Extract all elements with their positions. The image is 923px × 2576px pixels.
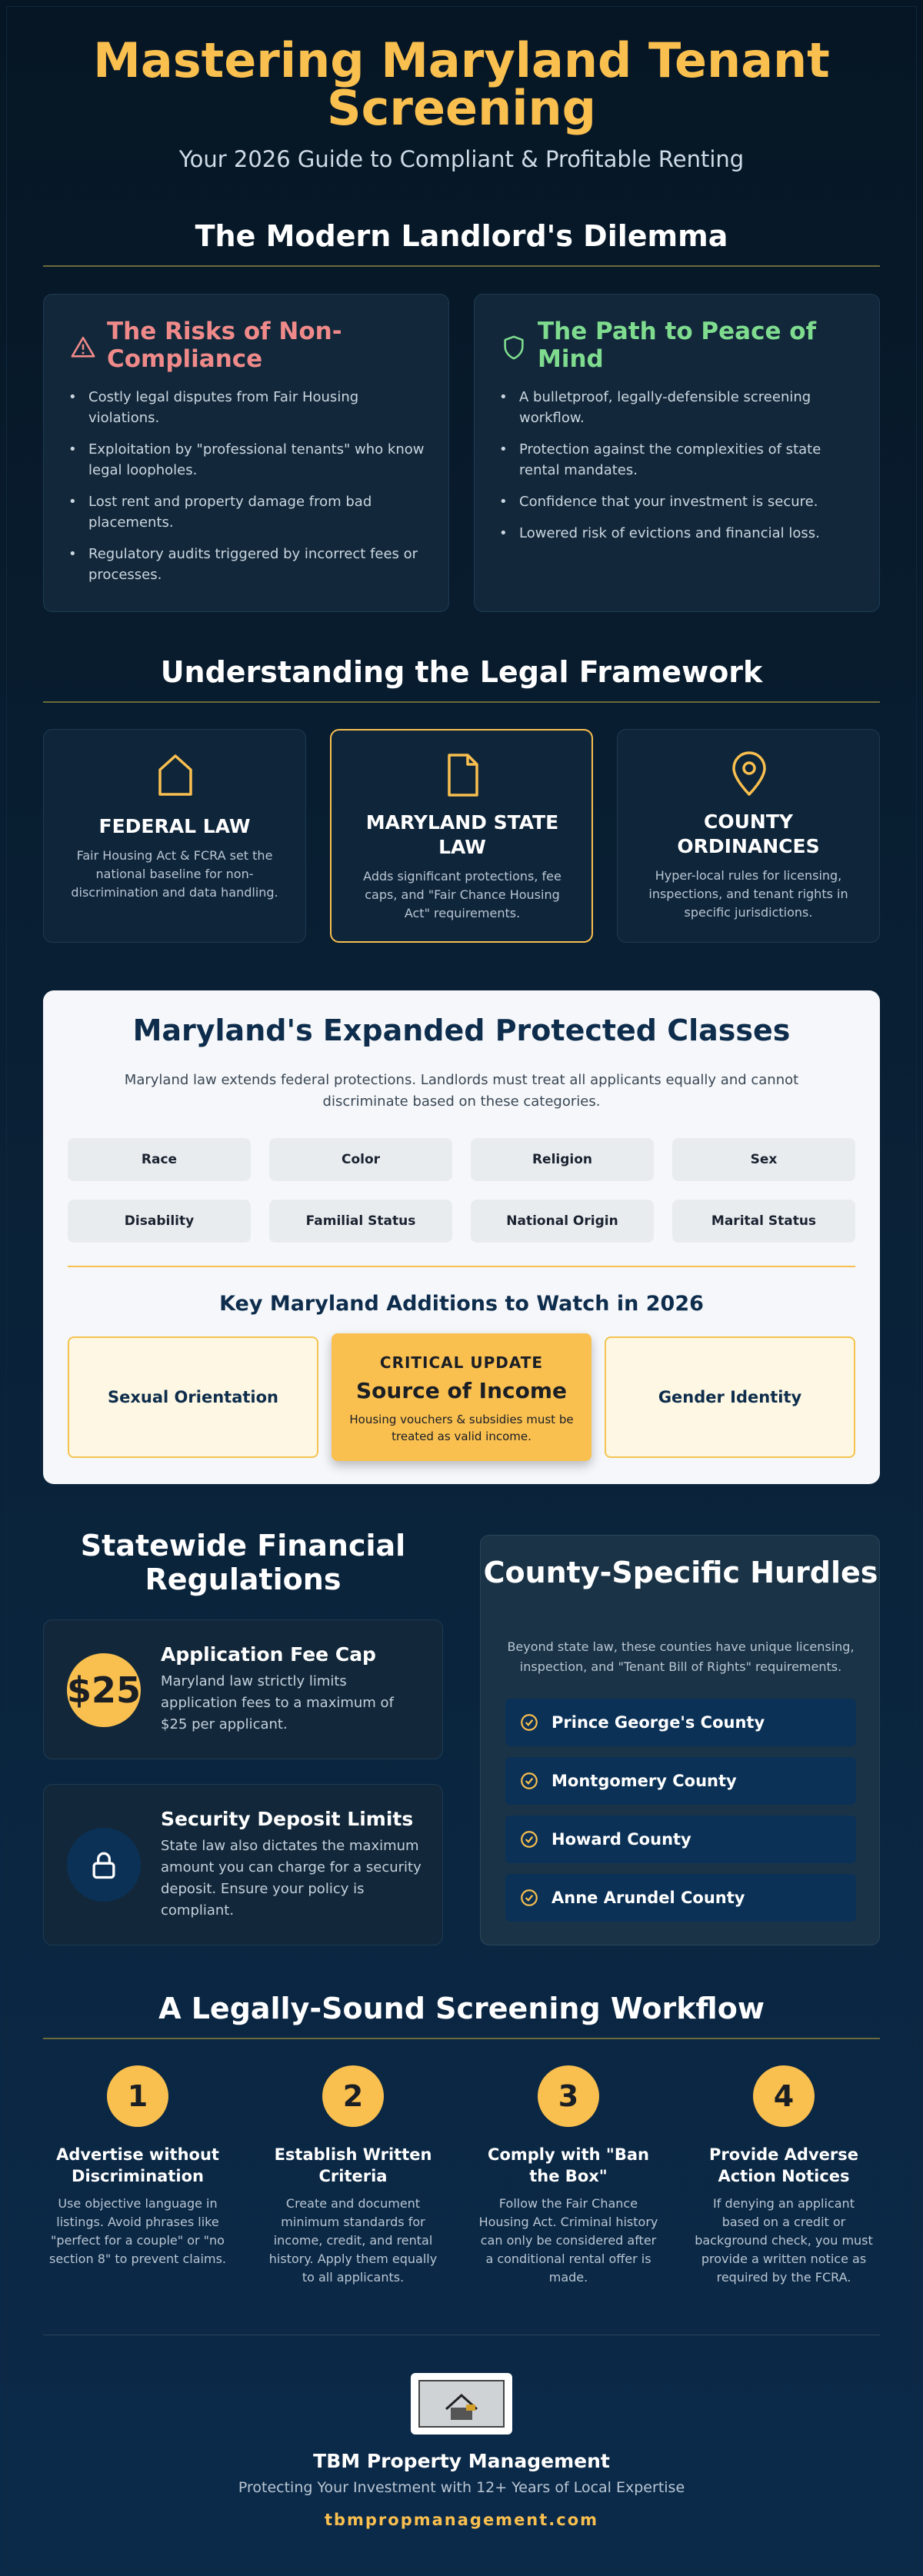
path-list xyxy=(499,387,861,554)
list-item: • Lost rent and property damage from bad placements. xyxy=(68,491,430,533)
list-item: • Costly legal disputes from Fair Housing violations. xyxy=(68,387,430,428)
card-title: COUNTY ORDINANCES xyxy=(677,810,820,857)
class-chip: Disability xyxy=(68,1200,251,1243)
workflow-step-2 xyxy=(252,2065,454,2287)
house-icon xyxy=(155,751,195,797)
lock-icon xyxy=(87,1848,121,1882)
check-circle-icon xyxy=(519,1771,539,1791)
card-desc: Hyper-local rules for licensing, inspections, and tenant rights in specific jurisdictions. xyxy=(648,868,848,920)
step-title: Establish Written Criteria xyxy=(274,2145,432,2185)
critical-desc: Housing vouchers & subsidies must be treated as valid income. xyxy=(349,1413,574,1443)
county-name: Anne Arundel County xyxy=(551,1889,745,1907)
page-title: Mastering Maryland Tenant Screening xyxy=(93,32,830,136)
path-title: The Path to Peace of Mind xyxy=(538,318,817,373)
company-name: TBM Property Management xyxy=(313,2450,610,2472)
step-desc: Use objective language in listings. Avoid phrases like "perfect for a couple" or "no section 8" to prevent claims. xyxy=(48,2196,227,2266)
lock-badge xyxy=(67,1828,141,1902)
protected-heading: Maryland's Expanded Protected Classes xyxy=(132,1013,791,1047)
list-item: • Exploitation by "professional tenants" who know legal loopholes. xyxy=(68,439,430,481)
county-ordinances-card xyxy=(617,729,880,943)
fee-badge xyxy=(67,1653,141,1727)
financial-heading: Statewide Financial Regulations xyxy=(80,1529,406,1596)
county-name: Howard County xyxy=(551,1830,691,1849)
county-heading: County-Specific Hurdles xyxy=(483,1556,878,1589)
workflow-step-3 xyxy=(468,2065,669,2287)
deposit-card xyxy=(43,1784,443,1945)
warning-triangle-icon xyxy=(70,334,96,361)
card-desc: Adds significant protections, fee caps, and "Fair Chance Housing Act" requirements. xyxy=(363,869,561,920)
class-chip: Color xyxy=(269,1138,452,1181)
deposit-desc: State law also dictates the maximum amount you can charge for a security deposit. Ensure your policy is compliant. xyxy=(161,1838,422,1919)
list-item: • Protection against the complexities of state rental mandates. xyxy=(499,439,861,481)
list-item: • A bulletproof, legally-defensible screening workflow. xyxy=(499,387,861,428)
step-title: Comply with "Ban the Box" xyxy=(488,2145,649,2185)
workflow-step-4 xyxy=(683,2065,885,2287)
protected-divider xyxy=(68,1266,855,1267)
deposit-title: Security Deposit Limits xyxy=(161,1808,414,1830)
map-pin-icon xyxy=(729,751,769,797)
list-item: • Lowered risk of evictions and financial loss. xyxy=(499,523,861,544)
risks-list xyxy=(68,387,430,596)
class-chip: National Origin xyxy=(471,1200,654,1243)
risks-card xyxy=(43,294,449,612)
company-tagline: Protecting Your Investment with 12+ Years of Local Expertise xyxy=(238,2479,685,2496)
card-title: FEDERAL LAW xyxy=(98,815,251,837)
critical-title: Source of Income xyxy=(356,1378,567,1403)
risks-title: The Risks of Non-Compliance xyxy=(107,318,342,373)
class-chip: Marital Status xyxy=(672,1200,855,1243)
county-desc: Beyond state law, these counties have unique licensing, inspection, and "Tenant Bill of Rights" requirements. xyxy=(507,1639,855,1674)
check-circle-icon xyxy=(519,1888,539,1908)
step-desc: If denying an applicant based on a credit or background check, you must provide a written notice as required by the FCRA. xyxy=(695,2196,873,2285)
fee-badge-value: $25 xyxy=(66,1669,142,1711)
step-title: Provide Adverse Action Notices xyxy=(709,2145,858,2185)
step-desc: Create and document minimum standards for income, credit, and rental history. Apply them equally to all applicants. xyxy=(268,2196,438,2285)
class-chip: Religion xyxy=(471,1138,654,1181)
document-icon xyxy=(443,752,483,798)
federal-law-card xyxy=(43,729,306,943)
protected-classes-panel xyxy=(43,990,880,1484)
step-number: 4 xyxy=(753,2065,815,2127)
county-item xyxy=(505,1874,856,1922)
protected-desc: Maryland law extends federal protections. Landlords must treat all applicants equally and cannot discriminate based on these categories. xyxy=(124,1072,799,1110)
state-law-card xyxy=(330,729,593,943)
company-logo xyxy=(411,2373,512,2435)
step-number: 1 xyxy=(107,2065,168,2127)
workflow-divider xyxy=(43,2038,880,2039)
company-website-link[interactable]: tbmpropmanagement.com xyxy=(324,2511,599,2529)
county-name: Montgomery County xyxy=(551,1772,737,1790)
addition-sexual-orientation: Sexual Orientation xyxy=(68,1336,318,1458)
class-chip: Familial Status xyxy=(269,1200,452,1243)
dilemma-divider xyxy=(43,265,880,267)
class-chip: Sex xyxy=(672,1138,855,1181)
card-desc: Fair Housing Act & FCRA set the national baseline for non-discrimination and data handling. xyxy=(71,848,278,900)
shield-icon xyxy=(501,334,527,361)
house-logo-icon xyxy=(420,2381,503,2426)
path-card xyxy=(474,294,880,612)
logo-image xyxy=(418,2380,505,2428)
county-card xyxy=(480,1535,880,1945)
additions-heading: Key Maryland Additions to Watch in 2026 xyxy=(219,1292,704,1316)
check-circle-icon xyxy=(519,1829,539,1849)
legal-divider xyxy=(43,701,880,703)
step-desc: Follow the Fair Chance Housing Act. Criminal history can only be considered after a conditional rental offer is made. xyxy=(478,2196,658,2285)
list-item: • Regulatory audits triggered by incorrect fees or processes. xyxy=(68,544,430,585)
step-number: 3 xyxy=(538,2065,599,2127)
list-item: • Confidence that your investment is secure. xyxy=(499,491,861,512)
check-circle-icon xyxy=(519,1712,539,1732)
step-title: Advertise without Discrimination xyxy=(56,2145,219,2185)
workflow-step-1 xyxy=(37,2065,238,2268)
critical-update-box xyxy=(332,1333,591,1461)
page-subtitle: Your 2026 Guide to Compliant & Profitable Renting xyxy=(178,146,745,172)
workflow-heading: A Legally-Sound Screening Workflow xyxy=(158,1992,765,2025)
county-item xyxy=(505,1699,856,1746)
step-number: 2 xyxy=(322,2065,384,2127)
card-title: MARYLAND STATE LAW xyxy=(365,811,559,858)
legal-heading: Understanding the Legal Framework xyxy=(160,655,763,689)
fee-desc: Maryland law strictly limits application fees to a maximum of $25 per applicant. xyxy=(161,1673,394,1732)
class-chip: Race xyxy=(68,1138,251,1181)
county-item xyxy=(505,1816,856,1863)
dilemma-heading: The Modern Landlord's Dilemma xyxy=(195,219,728,253)
county-name: Prince George's County xyxy=(551,1713,765,1732)
fee-title: Application Fee Cap xyxy=(161,1643,376,1666)
fee-cap-card xyxy=(43,1619,443,1759)
addition-gender-identity: Gender Identity xyxy=(605,1336,855,1458)
critical-label: CRITICAL UPDATE xyxy=(379,1353,544,1372)
county-item xyxy=(505,1757,856,1805)
